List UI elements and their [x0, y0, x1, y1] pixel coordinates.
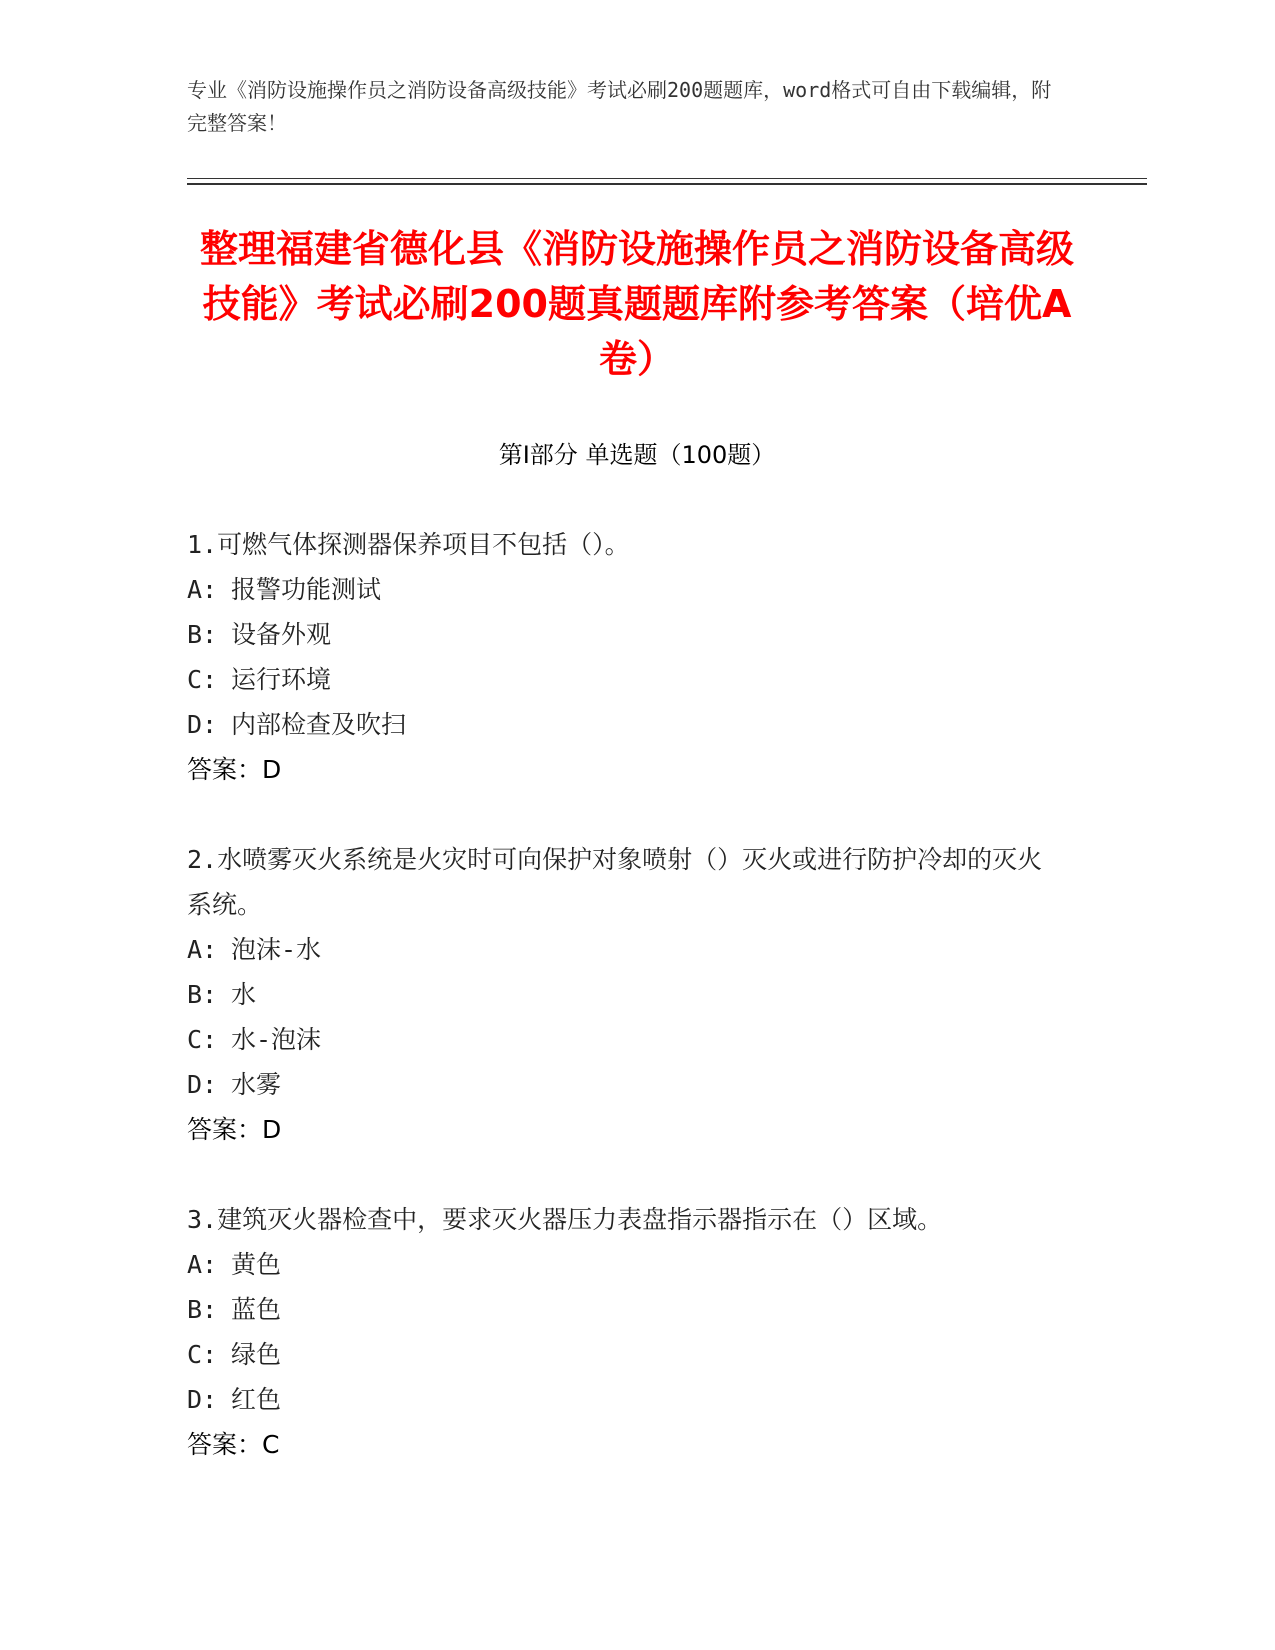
document-title: 整理福建省德化县《消防设施操作员之消防设备高级技能》考试必刷200题真题题库附参考答案（培优A卷） — [199, 227, 1074, 381]
section-title: 第Ⅰ部分 单选题（100题） — [498, 441, 776, 469]
question-2 — [187, 837, 1067, 1152]
header-rule-thick — [187, 183, 1147, 185]
answer-line: 答案：D — [187, 755, 282, 784]
option-text: 水-泡沫 — [231, 1025, 322, 1054]
option-letter: A: — [187, 575, 218, 604]
option-text: 水雾 — [231, 1070, 282, 1099]
option-text: 绿色 — [231, 1340, 282, 1369]
option-c — [187, 1332, 1067, 1377]
answer-line: 答案：D — [187, 1115, 282, 1144]
option-letter: A: — [187, 935, 218, 964]
option-a — [187, 927, 1067, 972]
option-letter: D: — [187, 1385, 218, 1414]
option-letter: C: — [187, 1340, 218, 1369]
option-letter: D: — [187, 1070, 218, 1099]
option-text: 水 — [231, 980, 257, 1009]
option-text: 运行环境 — [231, 665, 332, 694]
option-letter: A: — [187, 1250, 218, 1279]
option-a — [187, 567, 1067, 612]
option-letter: B: — [187, 620, 218, 649]
option-letter: C: — [187, 665, 218, 694]
option-text: 蓝色 — [231, 1295, 282, 1324]
option-c — [187, 657, 1067, 702]
header-note: 专业《消防设施操作员之消防设备高级技能》考试必刷200题题库，word格式可自由下载编辑，附完整答案！ — [187, 78, 1052, 135]
option-d — [187, 1377, 1067, 1422]
question-stem: 1.可燃气体探测器保养项目不包括（）。 — [187, 530, 630, 559]
option-b — [187, 972, 1067, 1017]
option-d — [187, 702, 1067, 747]
option-text: 黄色 — [231, 1250, 282, 1279]
option-letter: B: — [187, 1295, 218, 1324]
option-text: 红色 — [231, 1385, 282, 1414]
question-list — [187, 522, 1067, 1512]
option-c — [187, 1017, 1067, 1062]
option-text: 内部检查及吹扫 — [231, 710, 407, 739]
question-3 — [187, 1197, 1067, 1467]
header-rule-thin — [187, 178, 1147, 179]
option-letter: B: — [187, 980, 218, 1009]
option-d — [187, 1062, 1067, 1107]
option-b — [187, 1287, 1067, 1332]
option-text: 泡沫-水 — [231, 935, 322, 964]
question-stem: 2.水喷雾灭火系统是火灾时可向保护对象喷射（）灭火或进行防护冷却的灭火系统。 — [187, 845, 1043, 919]
option-b — [187, 612, 1067, 657]
option-text: 设备外观 — [231, 620, 332, 649]
option-letter: C: — [187, 1025, 218, 1054]
option-text: 报警功能测试 — [231, 575, 382, 604]
answer-line: 答案：C — [187, 1430, 280, 1459]
option-letter: D: — [187, 710, 218, 739]
option-a — [187, 1242, 1067, 1287]
question-1 — [187, 522, 1067, 792]
question-stem: 3.建筑灭火器检查中，要求灭火器压力表盘指示器指示在（）区域。 — [187, 1205, 943, 1234]
